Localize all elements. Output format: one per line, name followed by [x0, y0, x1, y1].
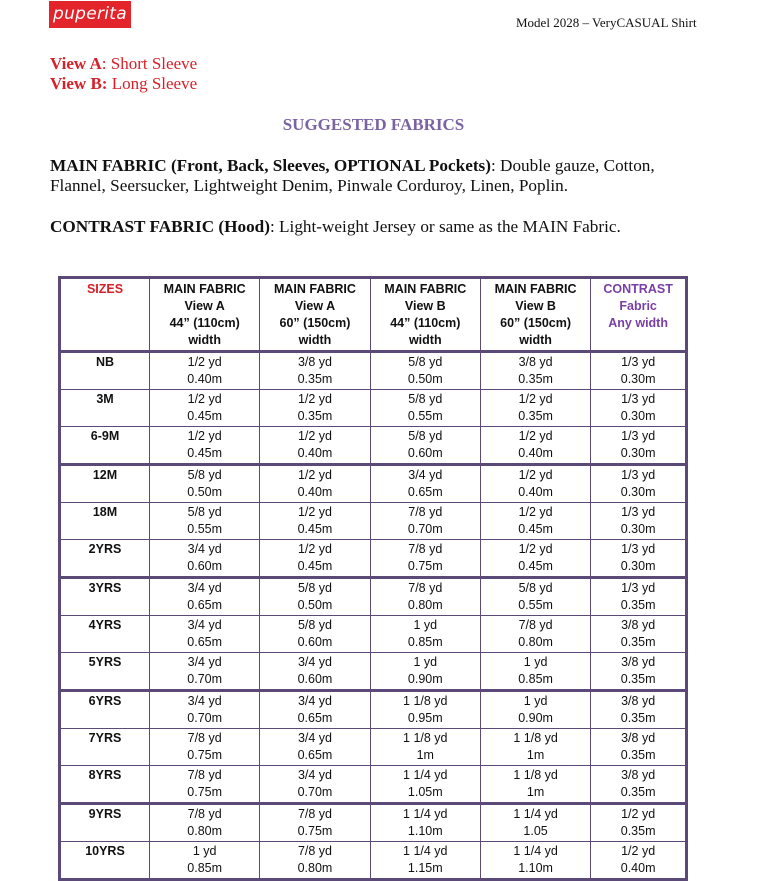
yardage-meters: 0.30m: [620, 559, 656, 573]
yardage-yards: 1 1/4 yd: [403, 768, 448, 782]
yardage-yards: 1 1/8 yd: [403, 731, 448, 745]
yardage-yards: 3/8 yd: [518, 355, 553, 369]
header-line: MAIN FABRIC: [163, 282, 246, 296]
yardage-cell: [260, 503, 370, 540]
yardage-cell: [591, 616, 687, 653]
yardage-meters: 0.60m: [407, 446, 443, 460]
yardage-yards: 3/8 yd: [621, 618, 656, 632]
header-line: MAIN FABRIC: [273, 282, 356, 296]
yardage-yards: 1 1/8 yd: [513, 731, 558, 745]
yardage-meters: 0.65m: [297, 711, 333, 725]
header-line: View B: [515, 299, 556, 313]
size-cell: 5YRS: [60, 653, 150, 691]
yardage-meters: 0.80m: [187, 824, 223, 838]
yardage-yards: 1/2 yd: [187, 392, 222, 406]
yardage-cell: [480, 691, 590, 729]
size-cell: 6-9M: [60, 427, 150, 465]
yardage-yards: 7/8 yd: [297, 844, 332, 858]
view-a-label: View A: [50, 54, 102, 73]
header-main-fabric: [480, 278, 590, 352]
yardage-meters: 0.40m: [187, 372, 223, 386]
yardage-yards: 1 yd: [413, 655, 438, 669]
yardage-yards: 1/2 yd: [187, 355, 222, 369]
yardage-yards: 1/2 yd: [518, 392, 553, 406]
header-line: Any width: [608, 316, 668, 330]
yardage-yards: 3/4 yd: [297, 694, 332, 708]
view-b-text: Long Sleeve: [107, 74, 198, 93]
yardage-meters: 0.60m: [297, 635, 333, 649]
yardage-meters: 1.15m: [407, 861, 443, 875]
yardage-meters: 1m: [416, 748, 434, 762]
yardage-cell: [260, 729, 370, 766]
yardage-meters: 0.40m: [518, 446, 553, 460]
yardage-cell: [260, 540, 370, 578]
yardage-meters: 0.80m: [518, 635, 553, 649]
yardage-meters: 0.40m: [297, 446, 333, 460]
yardage-meters: 0.50m: [297, 598, 333, 612]
yardage-cell: [480, 766, 590, 804]
table-row: [60, 766, 687, 804]
yardage-cell: [591, 691, 687, 729]
yardage-meters: 0.55m: [407, 409, 443, 423]
suggested-fabrics-heading: SUGGESTED FABRICS: [282, 115, 465, 134]
table-row: [60, 842, 687, 880]
yardage-cell: [370, 465, 480, 503]
yardage-cell: [150, 503, 260, 540]
yardage-meters: 0.90m: [407, 672, 443, 686]
yardage-cell: [260, 842, 370, 880]
brand-logo: puperita: [49, 1, 131, 28]
yardage-cell: [370, 653, 480, 691]
yardage-cell: [370, 390, 480, 427]
yardage-cell: [591, 729, 687, 766]
yardage-yards: 1/3 yd: [621, 505, 656, 519]
yardage-yards: 1/3 yd: [621, 355, 656, 369]
yardage-cell: [480, 653, 590, 691]
table-row: [60, 804, 687, 842]
view-b-label: View B:: [50, 74, 108, 93]
yardage-yards: 5/8 yd: [518, 581, 553, 595]
table-row: [60, 616, 687, 653]
yardage-meters: 0.85m: [407, 635, 443, 649]
yardage-meters: 0.35m: [518, 409, 553, 423]
yardage-yards: 1 yd: [192, 844, 217, 858]
yardage-yards: 5/8 yd: [408, 392, 443, 406]
model-title: Model 2028 – VeryCASUAL Shirt: [516, 15, 697, 30]
table-row: [60, 691, 687, 729]
yardage-yards: 3/4 yd: [187, 542, 222, 556]
yardage-cell: [260, 691, 370, 729]
yardage-yards: 7/8 yd: [518, 618, 553, 632]
yardage-meters: 0.55m: [518, 598, 553, 612]
header-line: SIZES: [86, 282, 124, 296]
yardage-meters: 0.40m: [518, 485, 553, 499]
yardage-cell: [370, 352, 480, 390]
yardage-yards: 1/2 yd: [518, 468, 553, 482]
yardage-cell: [150, 804, 260, 842]
yardage-meters: 1m: [526, 748, 545, 762]
header-line: width: [519, 333, 552, 347]
yardage-meters: 0.35m: [620, 785, 656, 799]
header-line: width: [188, 333, 221, 347]
yardage-cell: [150, 691, 260, 729]
yardage-cell: [591, 842, 687, 880]
yardage-meters: 1.10m: [407, 824, 443, 838]
main-fabric-text: : Double gauze, Cotton, Flannel, Seersucker, Lightweight Denim, Pinwale Corduroy, Linen, Poplin.: [50, 156, 655, 195]
yardage-yards: 1/2 yd: [297, 392, 332, 406]
view-a-sep: :: [101, 54, 107, 73]
header-line: Fabric: [619, 299, 657, 313]
yardage-cell: [260, 427, 370, 465]
yardage-cell: [150, 616, 260, 653]
contrast-fabric-label: CONTRAST FABRIC (Hood): [50, 217, 270, 236]
yardage-meters: 0.45m: [518, 522, 553, 536]
yardage-meters: 0.50m: [187, 485, 223, 499]
yardage-meters: 0.75m: [187, 748, 223, 762]
yardage-cell: [370, 766, 480, 804]
yardage-cell: [480, 465, 590, 503]
yardage-cell: [480, 804, 590, 842]
yardage-meters: 0.35m: [297, 409, 333, 423]
yardage-yards: 1/2 yd: [297, 505, 332, 519]
yardage-cell: [370, 540, 480, 578]
yardage-yards: 1/2 yd: [621, 807, 656, 821]
yardage-yards: 1/2 yd: [621, 844, 656, 858]
yardage-meters: 0.30m: [620, 485, 656, 499]
yardage-meters: 0.75m: [187, 785, 223, 799]
yardage-meters: 0.70m: [187, 711, 223, 725]
header-line: width: [408, 333, 442, 347]
table-row: [60, 352, 687, 390]
yardage-yards: 3/8 yd: [621, 655, 656, 669]
header-line: 60” (150cm): [279, 316, 351, 330]
yardage-yards: 3/8 yd: [297, 355, 332, 369]
yardage-cell: [150, 390, 260, 427]
yardage-yards: 7/8 yd: [408, 542, 443, 556]
yardage-meters: 0.45m: [187, 409, 223, 423]
yardage-cell: [370, 842, 480, 880]
views-list: [50, 54, 197, 94]
header-sizes: [60, 278, 150, 352]
yardage-meters: 0.50m: [407, 372, 443, 386]
yardage-meters: 0.80m: [297, 861, 333, 875]
yardage-yards: 1/2 yd: [187, 429, 222, 443]
yardage-meters: 0.30m: [620, 522, 656, 536]
yardage-meters: 1m: [526, 785, 545, 799]
yardage-yards: 1/2 yd: [297, 468, 332, 482]
yardage-yards: 1 yd: [523, 694, 548, 708]
header-main-fabric: [260, 278, 370, 352]
yardage-cell: [150, 653, 260, 691]
size-cell: 9YRS: [60, 804, 150, 842]
yardage-meters: 0.65m: [297, 748, 333, 762]
yardage-yards: 1 yd: [523, 655, 548, 669]
yardage-cell: [260, 578, 370, 616]
yardage-cell: [591, 427, 687, 465]
yardage-cell: [370, 729, 480, 766]
yardage-yards: 3/4 yd: [187, 655, 222, 669]
header-main-fabric: [150, 278, 260, 352]
yardage-cell: [150, 352, 260, 390]
yardage-meters: 0.90m: [518, 711, 553, 725]
size-cell: 4YRS: [60, 616, 150, 653]
yardage-yards: 5/8 yd: [187, 505, 222, 519]
yardage-yards: 3/4 yd: [297, 731, 332, 745]
yardage-yards: 5/8 yd: [408, 429, 443, 443]
yardage-meters: 0.35m: [620, 824, 656, 838]
yardage-cell: [260, 653, 370, 691]
header-line: MAIN FABRIC: [384, 282, 467, 296]
yardage-meters: 0.80m: [407, 598, 443, 612]
table-row: [60, 427, 687, 465]
header-line: 44” (110cm): [169, 316, 240, 330]
yardage-cell: [480, 427, 590, 465]
view-a: [50, 54, 197, 74]
yardage-meters: 0.40m: [620, 861, 656, 875]
yardage-cell: [260, 766, 370, 804]
yardage-meters: 0.70m: [187, 672, 223, 686]
yardage-cell: [591, 578, 687, 616]
size-cell: 12M: [60, 465, 150, 503]
yardage-yards: 3/4 yd: [408, 468, 443, 482]
yardage-yards: 3/8 yd: [621, 731, 656, 745]
header-line: width: [298, 333, 332, 347]
yardage-cell: [591, 804, 687, 842]
yardage-meters: 0.65m: [187, 635, 223, 649]
header-line: View A: [184, 299, 225, 313]
yardage-yards: 3/4 yd: [297, 655, 332, 669]
yardage-yards: 1 1/4 yd: [513, 844, 558, 858]
fabric-requirements-table: [58, 276, 688, 881]
yardage-yards: 3/8 yd: [621, 694, 656, 708]
yardage-yards: 1 1/4 yd: [403, 844, 448, 858]
yardage-cell: [591, 653, 687, 691]
yardage-cell: [480, 390, 590, 427]
yardage-meters: 0.70m: [407, 522, 443, 536]
yardage-meters: 0.30m: [620, 446, 656, 460]
yardage-meters: 0.85m: [518, 672, 553, 686]
yardage-meters: 1.05: [523, 824, 548, 838]
yardage-meters: 0.60m: [187, 559, 223, 573]
table-row: [60, 540, 687, 578]
header-line: MAIN FABRIC: [494, 282, 577, 296]
yardage-yards: 1/2 yd: [518, 505, 553, 519]
yardage-yards: 7/8 yd: [297, 807, 332, 821]
yardage-meters: 0.75m: [297, 824, 333, 838]
yardage-meters: 1.10m: [518, 861, 553, 875]
yardage-cell: [370, 691, 480, 729]
yardage-cell: [370, 578, 480, 616]
size-cell: 3YRS: [60, 578, 150, 616]
yardage-meters: 0.45m: [297, 522, 333, 536]
main-fabric-paragraph: [50, 156, 710, 196]
table-row: [60, 653, 687, 691]
yardage-cell: [480, 578, 590, 616]
yardage-yards: 1/3 yd: [621, 542, 656, 556]
yardage-yards: 3/4 yd: [297, 768, 332, 782]
yardage-meters: 0.35m: [518, 372, 553, 386]
yardage-cell: [480, 616, 590, 653]
yardage-meters: 0.85m: [187, 861, 223, 875]
yardage-cell: [260, 352, 370, 390]
yardage-cell: [370, 503, 480, 540]
yardage-yards: 1/3 yd: [621, 468, 656, 482]
yardage-cell: [591, 352, 687, 390]
size-cell: 10YRS: [60, 842, 150, 880]
table-header-row: [60, 278, 687, 352]
yardage-cell: [150, 766, 260, 804]
yardage-cell: [480, 842, 590, 880]
yardage-yards: 1/2 yd: [518, 542, 553, 556]
yardage-cell: [480, 729, 590, 766]
yardage-yards: 1/2 yd: [297, 542, 332, 556]
yardage-yards: 1/2 yd: [518, 429, 553, 443]
header-main-fabric: [370, 278, 480, 352]
yardage-cell: [591, 540, 687, 578]
yardage-meters: 0.65m: [407, 485, 443, 499]
yardage-yards: 7/8 yd: [408, 505, 443, 519]
size-cell: NB: [60, 352, 150, 390]
yardage-yards: 1 1/4 yd: [513, 807, 558, 821]
view-a-text: Short Sleeve: [106, 54, 198, 73]
yardage-yards: 7/8 yd: [187, 768, 222, 782]
table-row: [60, 465, 687, 503]
yardage-yards: 5/8 yd: [297, 618, 332, 632]
yardage-yards: 5/8 yd: [408, 355, 443, 369]
yardage-meters: 0.95m: [407, 711, 443, 725]
yardage-meters: 0.45m: [187, 446, 223, 460]
yardage-yards: 3/4 yd: [187, 581, 222, 595]
yardage-cell: [150, 729, 260, 766]
yardage-cell: [480, 352, 590, 390]
yardage-yards: 1/2 yd: [297, 429, 332, 443]
yardage-yards: 3/8 yd: [621, 768, 656, 782]
table-row: [60, 729, 687, 766]
size-cell: 18M: [60, 503, 150, 540]
yardage-yards: 1/3 yd: [621, 392, 656, 406]
header-line: View A: [294, 299, 336, 313]
size-cell: 6YRS: [60, 691, 150, 729]
contrast-fabric-text: : Light-weight Jersey or same as the MAIN Fabric.: [269, 217, 621, 236]
yardage-meters: 0.75m: [407, 559, 443, 573]
yardage-meters: 1.05m: [407, 785, 443, 799]
yardage-yards: 1 1/8 yd: [513, 768, 558, 782]
yardage-cell: [370, 616, 480, 653]
size-cell: 3M: [60, 390, 150, 427]
yardage-cell: [150, 578, 260, 616]
yardage-cell: [150, 842, 260, 880]
yardage-yards: 7/8 yd: [187, 731, 222, 745]
size-cell: 7YRS: [60, 729, 150, 766]
yardage-cell: [591, 766, 687, 804]
yardage-cell: [591, 503, 687, 540]
yardage-cell: [370, 804, 480, 842]
yardage-meters: 0.45m: [297, 559, 333, 573]
table-row: [60, 578, 687, 616]
yardage-cell: [260, 390, 370, 427]
yardage-meters: 0.35m: [620, 672, 656, 686]
header-line: View B: [404, 299, 446, 313]
yardage-yards: 3/4 yd: [187, 694, 222, 708]
yardage-cell: [150, 465, 260, 503]
yardage-cell: [260, 804, 370, 842]
header-line: 44” (110cm): [390, 316, 461, 330]
yardage-meters: 0.35m: [620, 748, 656, 762]
header-line: 60” (150cm): [500, 316, 572, 330]
yardage-cell: [591, 465, 687, 503]
main-fabric-label: MAIN FABRIC (Front, Back, Sleeves, OPTIONAL Pockets): [50, 156, 491, 175]
yardage-meters: 0.35m: [620, 598, 656, 612]
yardage-yards: 1 yd: [413, 618, 438, 632]
header-contrast: [591, 278, 687, 352]
yardage-yards: 7/8 yd: [408, 581, 443, 595]
yardage-meters: 0.35m: [620, 635, 656, 649]
yardage-cell: [591, 390, 687, 427]
yardage-cell: [480, 540, 590, 578]
yardage-meters: 0.35m: [620, 711, 656, 725]
yardage-meters: 0.55m: [187, 522, 223, 536]
yardage-yards: 1/3 yd: [621, 581, 656, 595]
yardage-meters: 0.70m: [297, 785, 333, 799]
yardage-meters: 0.60m: [297, 672, 333, 686]
yardage-meters: 0.30m: [620, 372, 656, 386]
contrast-fabric-paragraph: [50, 217, 621, 237]
table-row: [60, 503, 687, 540]
yardage-yards: 1 1/8 yd: [403, 694, 448, 708]
header-line: CONTRAST: [603, 282, 673, 296]
yardage-meters: 0.45m: [518, 559, 553, 573]
yardage-yards: 1 1/4 yd: [403, 807, 448, 821]
view-b: [50, 74, 197, 94]
yardage-meters: 0.35m: [297, 372, 333, 386]
yardage-cell: [150, 540, 260, 578]
yardage-cell: [370, 427, 480, 465]
yardage-meters: 0.65m: [187, 598, 223, 612]
yardage-yards: 3/4 yd: [187, 618, 222, 632]
yardage-yards: 5/8 yd: [187, 468, 222, 482]
size-cell: 2YRS: [60, 540, 150, 578]
yardage-meters: 0.30m: [620, 409, 656, 423]
size-cell: 8YRS: [60, 766, 150, 804]
table-row: [60, 390, 687, 427]
yardage-yards: 5/8 yd: [297, 581, 332, 595]
yardage-meters: 0.40m: [297, 485, 333, 499]
yardage-cell: [260, 465, 370, 503]
yardage-cell: [150, 427, 260, 465]
yardage-yards: 7/8 yd: [187, 807, 222, 821]
yardage-cell: [260, 616, 370, 653]
yardage-yards: 1/3 yd: [621, 429, 656, 443]
yardage-cell: [480, 503, 590, 540]
